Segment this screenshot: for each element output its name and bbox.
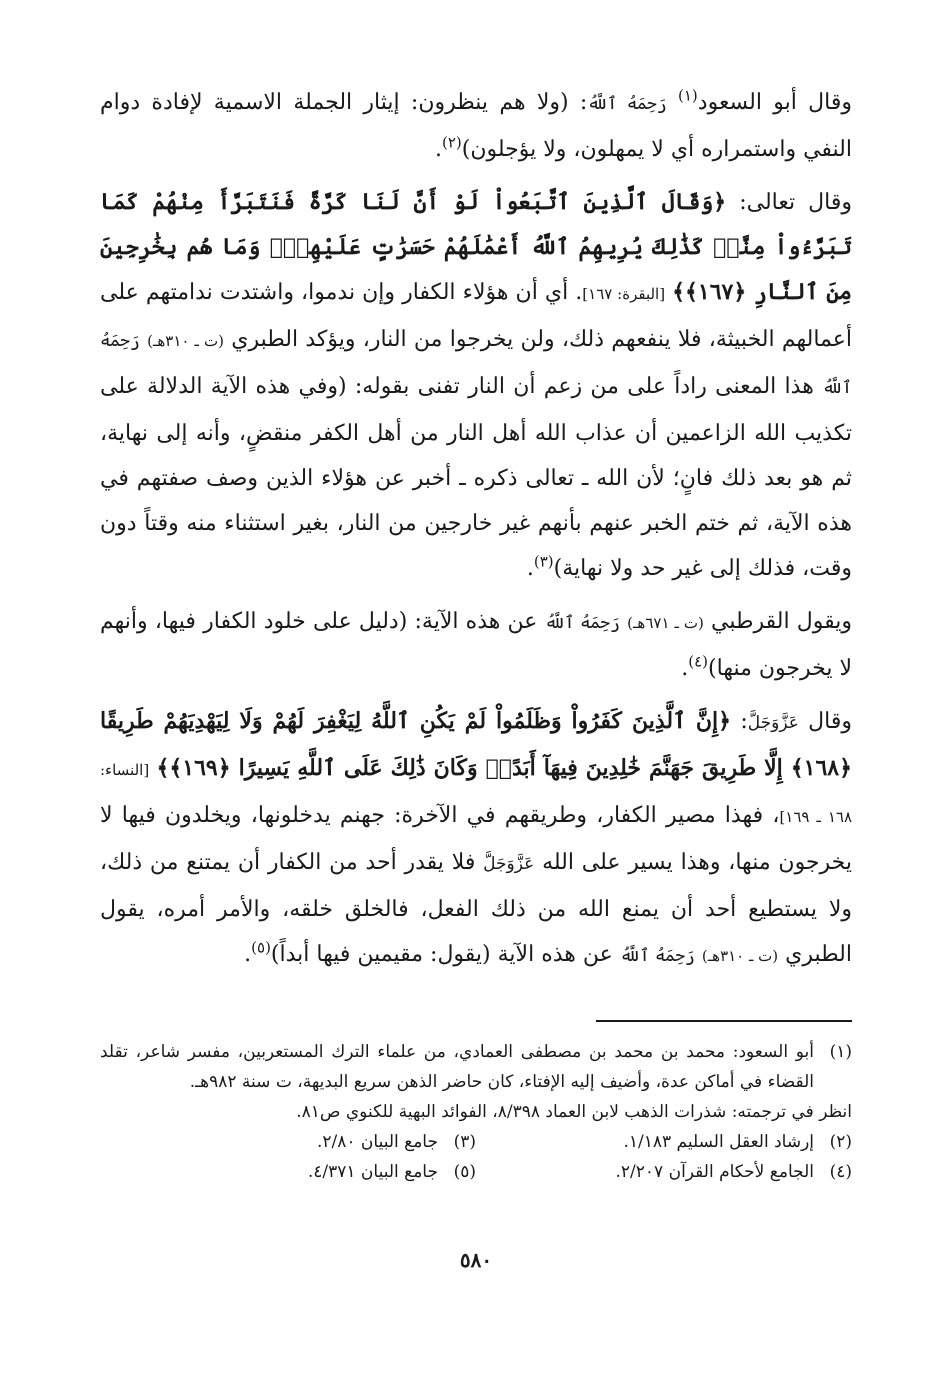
footnote-ref-5[interactable]: (٥) — [251, 938, 271, 957]
footnote-text: الجامع لأحكام القرآن ٢/٢٠٧. — [615, 1162, 814, 1182]
footnote-number: (٥) — [453, 1162, 476, 1182]
paragraph-end: . — [434, 137, 442, 162]
footnote-1-continuation: انظر في ترجمته: شذرات الذهب لابن العماد ٨/٣٩٨، الفوائد البهية للكنوي ص٨١. — [296, 1102, 852, 1122]
paragraph-end: . — [526, 556, 534, 581]
footnote-row-4-5 — [100, 1157, 852, 1187]
paragraph-nisa-verse — [100, 699, 852, 979]
paragraph-text: : (ولا هم ينظرون: إيثار الجملة الاسمية لإفادة دوام النفي واستمراره أي لا يمهلون، ولا يؤجلون) — [100, 90, 852, 162]
footnote-5 — [100, 1157, 476, 1187]
quran-verse-baqarah: ﴿وَقَالَ ٱلَّذِينَ ٱتَّبَعُواْ لَوْ أَنَّ لَنَا كَرَّةً فَنَتَبَرَّأَ مِنْهُمْ كَمَا تَبَرَّءُواْ مِنَّاۗ كَذَٰلِكَ يُرِيهِمُ ٱللَّهُ أَعْمَٰلَهُمْ حَسَرَٰتٍ عَلَيْهِمْۖ وَمَا هُم بِخَٰرِجِينَ مِنَ ٱلنَّارِ ﴿١٦٧﴾﴾ — [100, 189, 852, 305]
paragraph-text: عن هذه الآية (يقول: مقيمين فيها أبداً) — [270, 942, 613, 967]
footnote-text: إرشاد العقل السليم ١/١٨٣. — [623, 1132, 814, 1152]
paragraph-lead: وقال تعالى: — [739, 190, 853, 215]
honorific-phrase: رَحِمَهُ ٱللَّهُ — [587, 94, 667, 114]
death-date: (ت ـ ٣١٠هـ) — [147, 332, 224, 350]
footnote-2 — [476, 1127, 852, 1157]
footnote-row-2-3 — [100, 1127, 852, 1157]
quran-verse-nisa: ﴿إِنَّ ٱلَّذِينَ كَفَرُواْ وَظَلَمُواْ لَمْ يَكُنِ ٱللَّهُ لِيَغْفِرَ لَهُمْ وَلَا لِيَهْدِيَهُمْ طَرِيقًا ﴿١٦٨﴾ إِلَّا طَرِيقَ جَهَنَّمَ خَٰلِدِينَ فِيهَآ أَبَدًاۚ وَكَانَ ذَٰلِكَ عَلَى ٱللَّهِ يَسِيرًا ﴿١٦٩﴾﴾ — [100, 708, 852, 781]
paragraph-baqarah-verse — [100, 180, 852, 591]
death-date: (ت ـ ٣١٠هـ) — [701, 947, 779, 965]
footnote-text: جامع البيان ٢/٨٠. — [316, 1132, 438, 1152]
footnote-ref-2[interactable]: (٢) — [441, 133, 462, 152]
footnote-number: (١) — [829, 1042, 852, 1062]
footnote-number: (٢) — [829, 1132, 852, 1152]
paragraph-colon: : — [740, 709, 748, 734]
paragraph-lead: ويقول القرطبي — [711, 609, 853, 634]
honorific-phrase: رَحِمَهُ ٱللَّهُ — [100, 331, 852, 398]
footnotes-section — [100, 1037, 852, 1187]
paragraph-end: . — [681, 656, 689, 681]
footnote-divider — [596, 1020, 852, 1022]
verse-citation: [النساء: ١٦٨ ـ ١٦٩] — [100, 761, 852, 826]
footnote-text: جامع البيان ٤/٣٧١. — [307, 1162, 438, 1182]
paragraph-end: . — [244, 942, 252, 967]
footnote-ref-1[interactable]: (١) — [678, 86, 698, 105]
honorific-phrase: عَزَّوَجَلَّ — [483, 854, 535, 874]
paragraph-text: ، فهذا مصير الكفار، وطريقهم في الآخرة: جهنم يدخلونها، ويخلدون فيها لا يخرجون منها، وهذا يسير على الله — [100, 803, 852, 875]
footnote-ref-3[interactable]: (٣) — [533, 552, 554, 571]
paragraph-lead: وقال أبو السعود — [697, 90, 852, 115]
footnote-text: أبو السعود: محمد بن محمد بن مصطفى العمادي، من علماء الترك المستعربين، مفسر شاعر، تقلد القضاء في أماكن عدة، وأضيف إليه الإفتاء، كان حاضر الذهن سريع البديهة، ت سنة ٩٨٢هـ. — [100, 1042, 814, 1092]
main-text — [100, 70, 852, 987]
paragraph-lead: وقال — [808, 709, 852, 734]
footnote-1 — [100, 1037, 852, 1097]
footnote-ref-4[interactable]: (٤) — [688, 652, 709, 671]
honorific-phrase: رَحِمَهُ ٱللَّهُ — [544, 613, 620, 633]
honorific-phrase: عَزَّوَجَلَّ — [747, 713, 799, 733]
death-date: (ت ـ ٦٧١هـ) — [627, 614, 704, 632]
paragraph-text: فلا يقدر أحد من الكفار أن يمتنع من ذلك، ولا يستطيع أحد أن يمنع الله من ذلك الفعل، فالخلق خلقه، والأمر أمره، يقول الطبري — [100, 850, 852, 967]
page-number: ٥٨٠ — [459, 1248, 493, 1272]
footnote-4 — [476, 1157, 852, 1187]
honorific-phrase: رَحِمَهُ ٱللَّهُ — [619, 946, 695, 966]
paragraph-text: . أي أن هؤلاء الكفار وإن ندموا، واشتدت ندامتهم على أعمالهم الخبيثة، فلا ينفعهم ذلك، ولن يخرجوا من النار، ويؤكد الطبري — [100, 280, 853, 352]
paragraph-text: هذا المعنى راداً على من زعم أن النار تفنى بقوله: (وفي هذه الآية الدلالة على تكذيب الله الزاعمين أن عذاب الله أهل النار من أهل الكفر منقضٍ، وأنه إلى نهاية، ثم هو بعد ذلك فانٍ؛ لأن الله ـ تعالى ذكره ـ أخبر عن هؤلاء الذين وصف صفتهم في هذه الآية، ثم ختم الخبر عنهم بأنهم غير خارجين من النار، بغير استثناء منه وقتاً دون وقت، فذلك إلى غير حد ولا نهاية) — [100, 374, 852, 581]
footnote-number: (٣) — [453, 1132, 476, 1152]
paragraph-abu-al-saud — [100, 80, 852, 172]
paragraph-text: عن هذه الآية: (دليل على خلود الكفار فيها، وأنهم لا يخرجون منها) — [100, 609, 852, 681]
paragraph-qurtubi — [100, 599, 852, 691]
footnote-3 — [100, 1127, 476, 1157]
footnote-number: (٤) — [829, 1162, 852, 1182]
verse-citation: [البقرة: ١٦٧] — [582, 285, 666, 303]
